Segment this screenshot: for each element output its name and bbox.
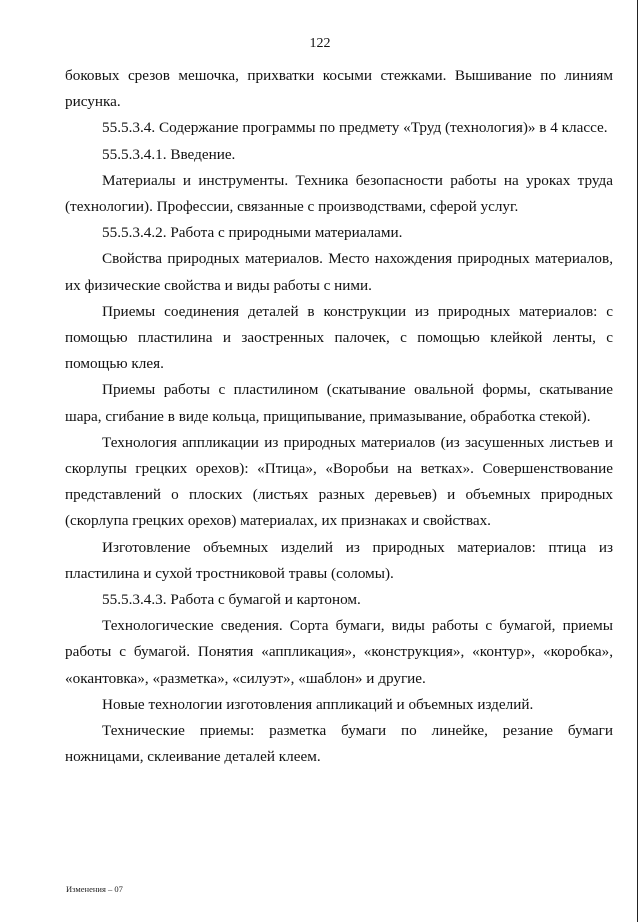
document-body	[65, 63, 613, 770]
page-number: 122	[309, 36, 331, 51]
paragraph-applique-technology: Технология аппликации из природных материалов (из засушенных листьев и скорлупы грецких орехов): «Птица», «Воробьи на ветках». Совершенствование представлений о плоских (листьях разных деревьев) и объемных природных (скорлупа грецких орехов) материалах, их признаках и свойствах.	[65, 433, 613, 530]
paragraph-materials-tools: Материалы и инструменты. Техника безопасности работы на уроках труда (технологии). Профессии, связанные с производствами, сферой услуг.	[65, 171, 613, 216]
subsection-heading-natural-materials: 55.5.3.4.2. Работа с природными материалами.	[102, 224, 403, 242]
paragraph-technical-techniques: Технические приемы: разметка бумаги по линейке, резание бумаги ножницами, склеивание деталей клеем.	[65, 722, 613, 766]
section-heading-4th-grade: 55.5.3.4. Содержание программы по предмету «Труд (технология)» в 4 классе.	[102, 119, 608, 137]
page-edge	[637, 0, 638, 922]
paragraph-volumetric-items: Изготовление объемных изделий из природных материалов: птица из пластилина и сухой тростниковой травы (соломы).	[65, 538, 613, 582]
paragraph-new-technologies: Новые технологии изготовления аппликаций и объемных изделий.	[102, 695, 534, 713]
paragraph-joining-techniques: Приемы соединения деталей в конструкции из природных материалов: с помощью пластилина и заостренных палочек, с помощью клейкой ленты, с помощью клея.	[65, 302, 613, 373]
subsection-heading-paper-cardboard: 55.5.3.4.3. Работа с бумагой и картоном.	[102, 591, 361, 609]
paragraph-technological-info: Технологические сведения. Сорта бумаги, виды работы с бумагой, приемы работы с бумагой. Понятия «аппликация», «конструкция», «контур», «коробка», «окантовка», «разметка», «силуэт», «шаблон» и другие.	[65, 617, 613, 687]
subsection-heading-introduction: 55.5.3.4.1. Введение.	[102, 145, 236, 163]
paragraph-natural-properties: Свойства природных материалов. Место нахождения природных материалов, их физические свойства и виды работы с ними.	[65, 250, 613, 294]
footer-revision-note: Изменения – 07	[66, 884, 123, 894]
paragraph-plasticine-techniques: Приемы работы с пластилином (скатывание овальной формы, скатывание шара, сгибание в виде кольца, прищипывание, примазывание, обработка стекой).	[65, 381, 613, 425]
paragraph-continuation: боковых срезов мешочка, прихватки косыми стежками. Вышивание по линиям рисунка.	[65, 67, 613, 111]
